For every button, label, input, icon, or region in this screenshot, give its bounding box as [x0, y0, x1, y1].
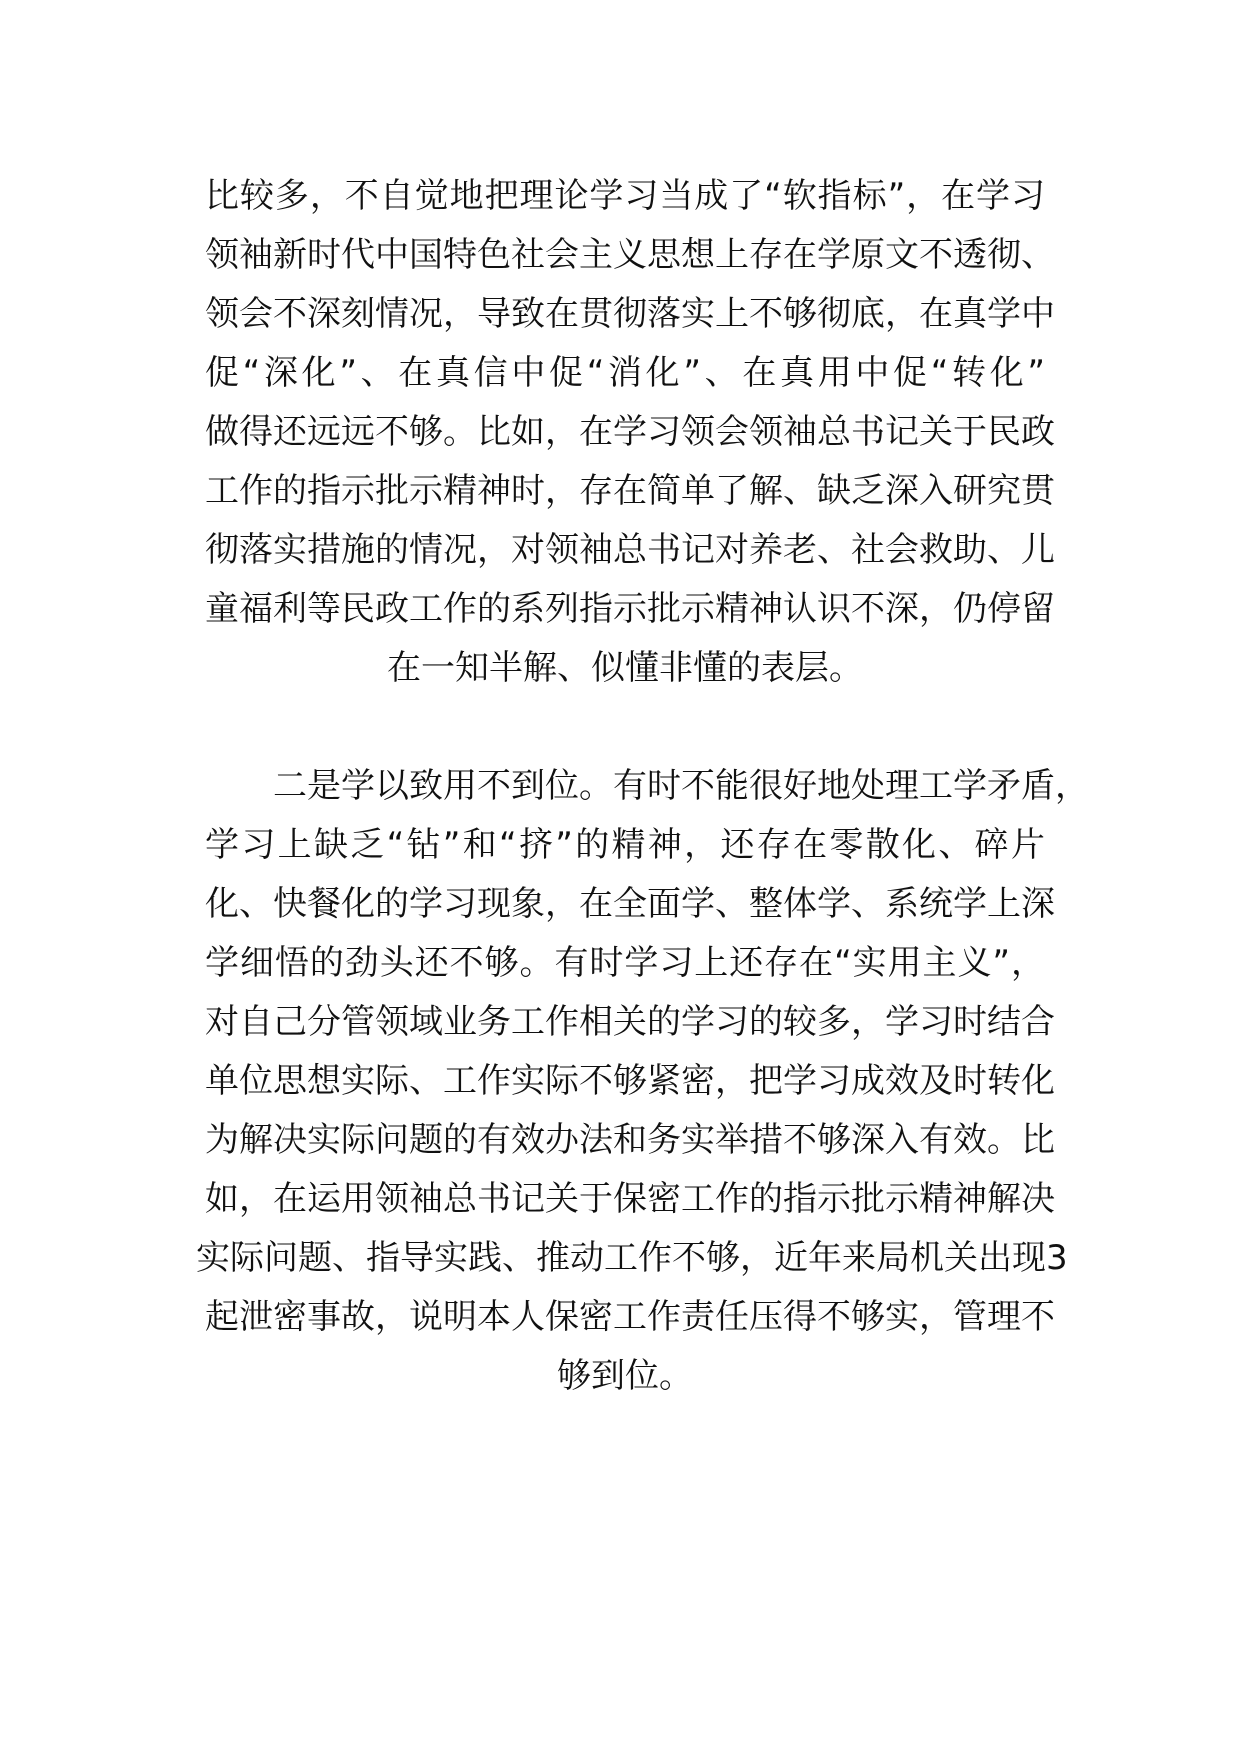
text-line: 学习上缺乏“钻”和“挤”的精神，还存在零散化、碎片	[205, 825, 1045, 865]
text-line: 化、快餐化的学习现象，在全面学、整体学、系统学上深	[205, 884, 1055, 924]
text-line: 彻落实措施的情况，对领袖总书记对养老、社会救助、儿	[205, 530, 1055, 570]
text-line: 比较多，不自觉地把理论学习当成了“软指标”，在学习	[205, 176, 1045, 216]
text-line: 学细悟的劲头还不够。有时学习上还存在“实用主义”，	[205, 943, 1045, 983]
text-line: 工作的指示批示精神时，存在简单了解、缺乏深入研究贯	[205, 471, 1055, 511]
text-line: 单位思想实际、工作实际不够紧密，把学习成效及时转化	[205, 1061, 1055, 1101]
text-line: 如，在运用领袖总书记关于保密工作的指示批示精神解决	[205, 1179, 1055, 1219]
text-line: 领会不深刻情况，导致在贯彻落实上不够彻底，在真学中	[205, 294, 1055, 334]
text-line: 二是学以致用不到位。有时不能很好地处理工学矛盾，	[273, 766, 1089, 806]
text-line: 够到位。	[557, 1356, 693, 1396]
text-line: 在一知半解、似懂非懂的表层。	[387, 648, 863, 688]
text-line: 做得还远远不够。比如，在学习领会领袖总书记关于民政	[205, 412, 1055, 452]
text-line: 实际问题、指导实践、推动工作不够，近年来局机关出现3	[196, 1238, 1068, 1278]
text-line: 起泄密事故，说明本人保密工作责任压得不够实，管理不	[205, 1297, 1055, 1337]
text-line: 对自己分管领域业务工作相关的学习的较多，学习时结合	[205, 1002, 1055, 1042]
text-line: 促“深化”、在真信中促“消化”、在真用中促“转化”	[205, 353, 1045, 393]
text-line: 童福利等民政工作的系列指示批示精神认识不深，仍停留	[205, 589, 1055, 629]
text-line: 为解决实际问题的有效办法和务实举措不够深入有效。比	[205, 1120, 1055, 1160]
text-line: 领袖新时代中国特色社会主义思想上存在学原文不透彻、	[205, 235, 1055, 275]
